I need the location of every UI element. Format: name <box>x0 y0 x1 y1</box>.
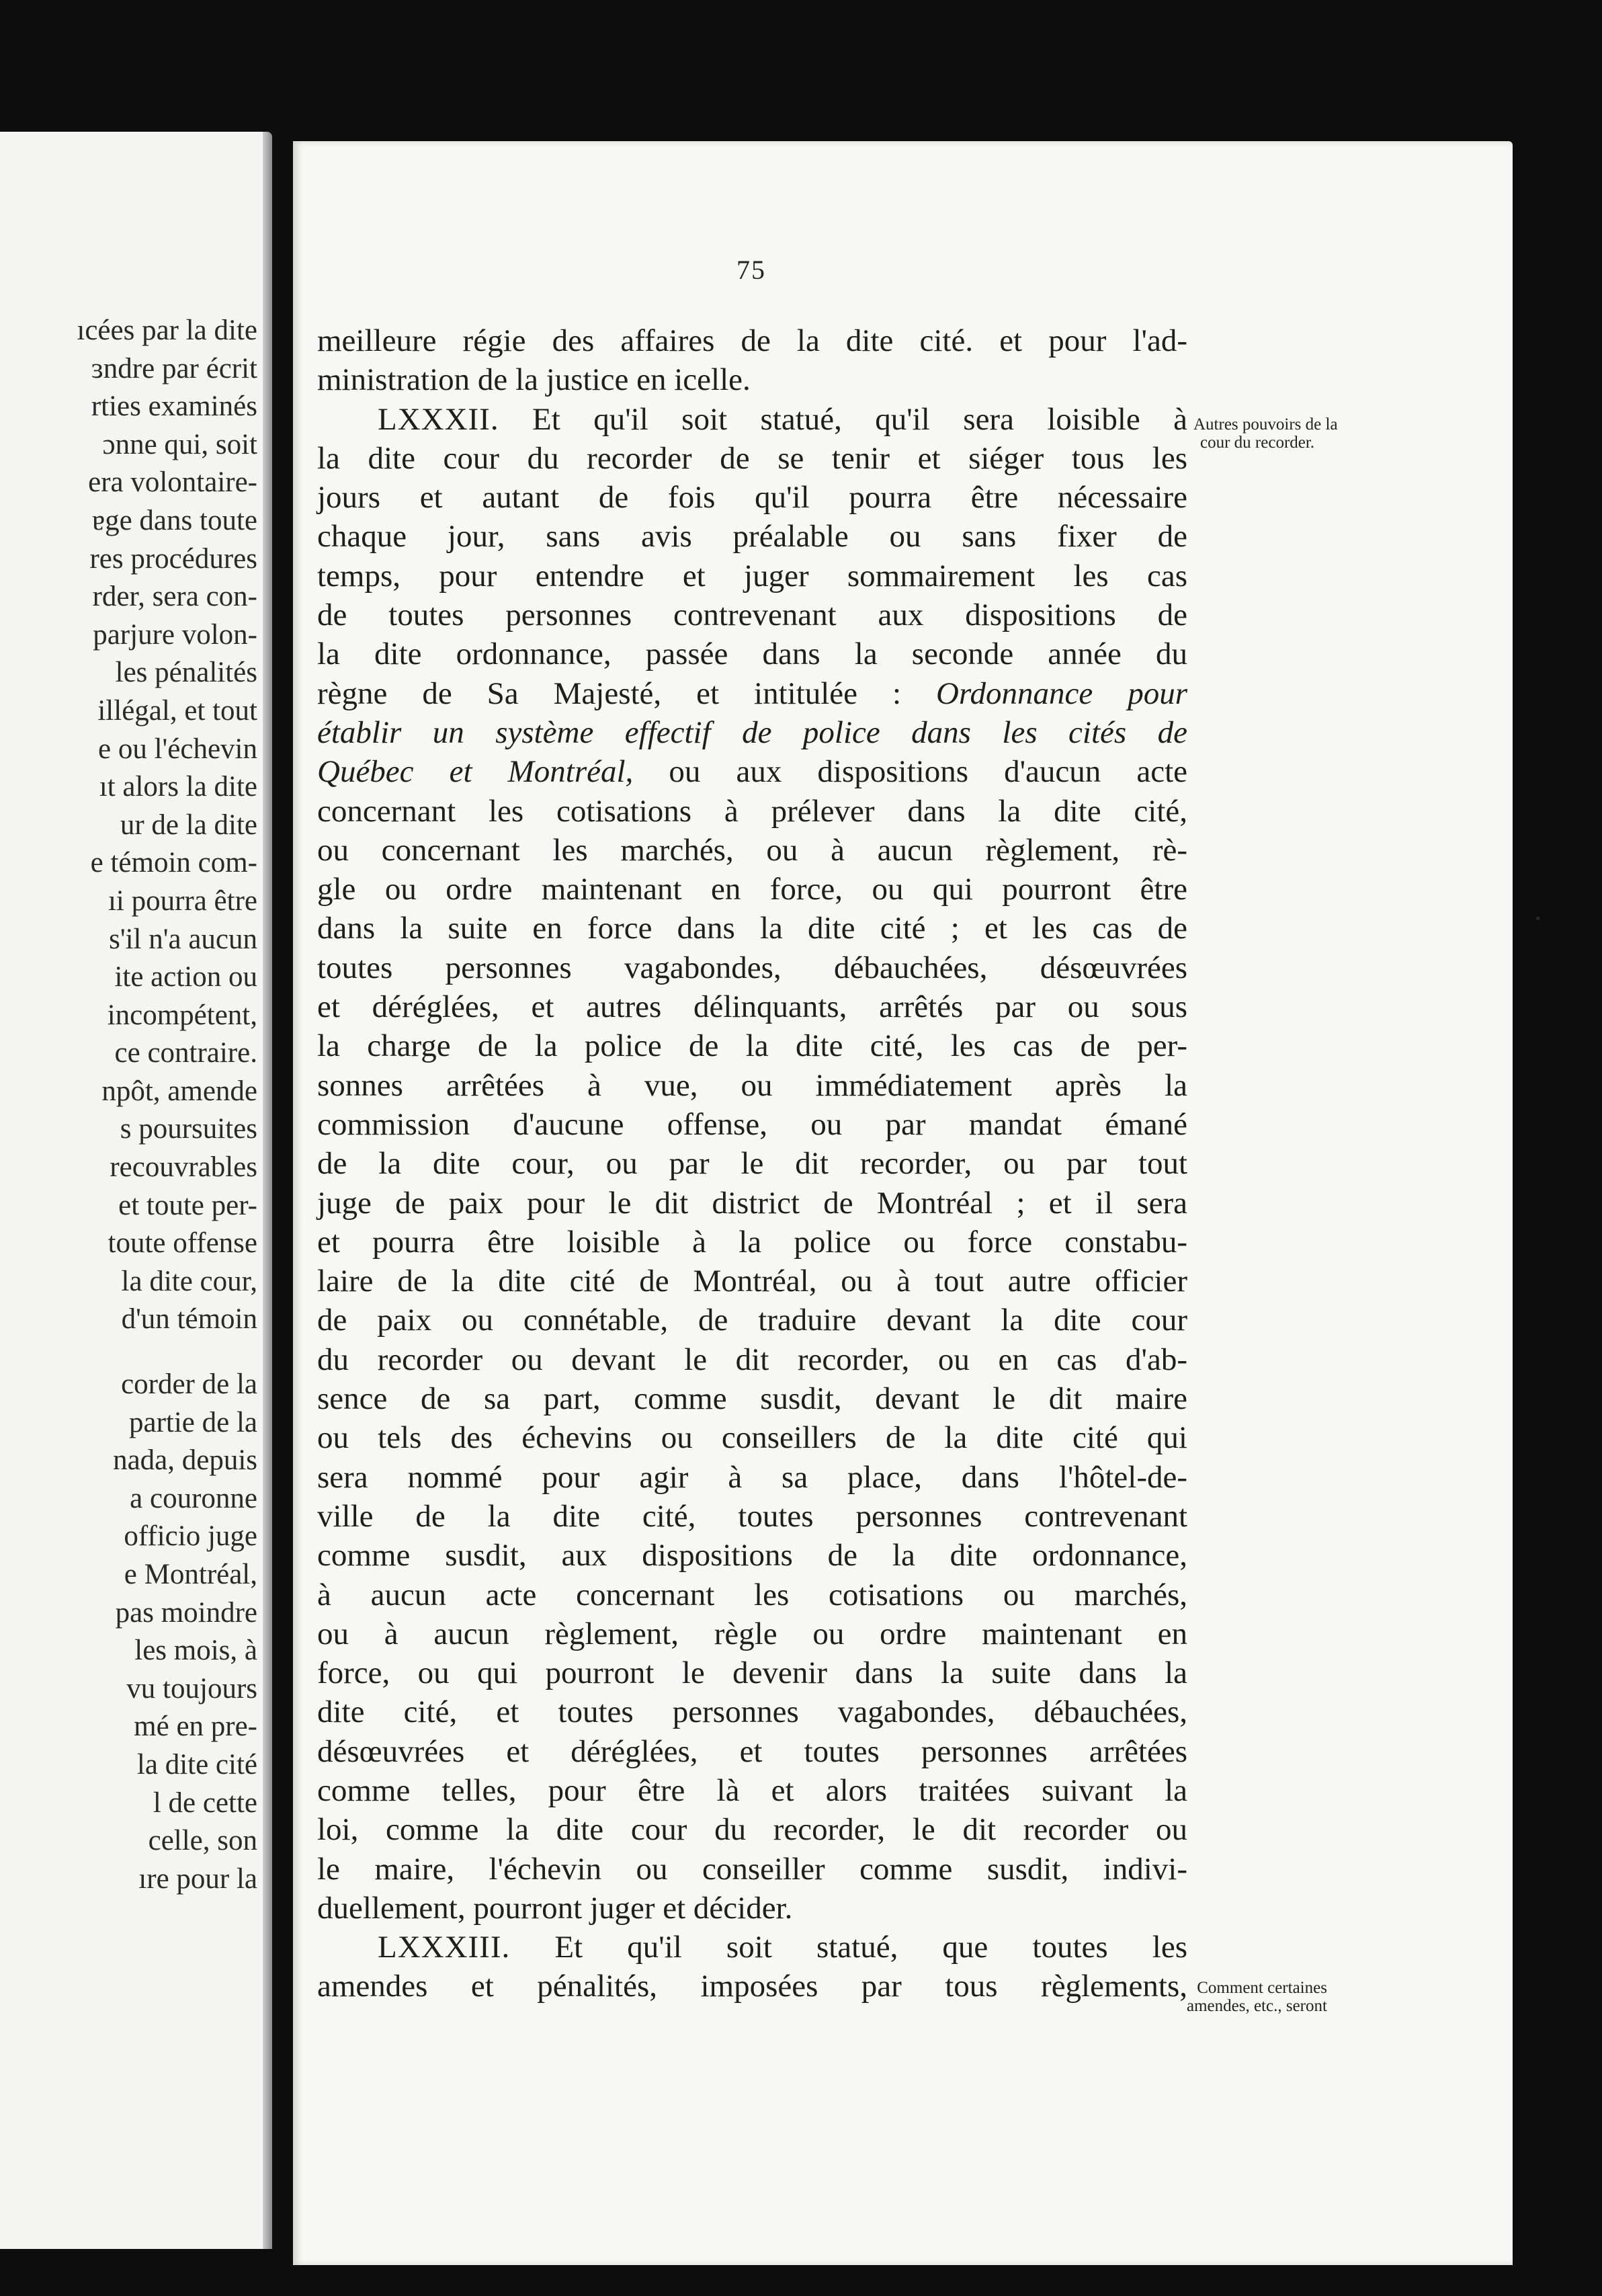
left-page-line: era volontaire- <box>88 466 257 499</box>
text-line: laire de la dite cité de Montréal, ou à tout autre officier <box>317 1264 1187 1299</box>
ordinance-title: établir un système effectif de police dans les cités de <box>317 714 1187 750</box>
text-line: de toutes personnes contrevenant aux dispositions de <box>317 598 1187 633</box>
text-line: la charge de la police de la dite cité, les cas de per- <box>317 1028 1187 1064</box>
left-page-line: celle, son <box>148 1825 257 1857</box>
left-page-line: ɜndre par écrit <box>91 352 257 384</box>
text-line: comme telles, pour être là et alors traitées suivant la <box>317 1772 1187 1808</box>
left-page-line: la dite cour, <box>121 1265 257 1297</box>
margin-note-section-83: Comment certaines amendes, etc., seront <box>1187 1979 1327 2015</box>
left-page-line: corder de la <box>121 1368 257 1401</box>
left-page-line: res procédures <box>89 542 257 575</box>
text-line: désœuvrées et déréglées, et toutes personnes arrêtées <box>317 1733 1187 1769</box>
text-line: Et qu'il soit statué, qu'il sera loisible à <box>532 401 1188 437</box>
left-page-line: ıt alors la dite <box>99 771 257 803</box>
text-line: loi, comme la dite cour du recorder, le dit recorder ou <box>317 1812 1187 1848</box>
left-page-line: ıcées par la dite <box>77 315 257 346</box>
text-line-with-title: règne de Sa Majesté, et intitulée : Ordonnance pour <box>317 675 1187 711</box>
left-page-gap <box>0 1339 257 1366</box>
text-line: concernant les cotisations à prélever dans la dite cité, <box>317 793 1187 829</box>
text-line: chaque jour, sans avis préalable ou sans fixer de <box>317 519 1187 555</box>
text-line <box>317 713 1187 752</box>
book-gutter <box>263 132 272 2249</box>
page-number: 75 <box>736 255 766 285</box>
text-line: meilleure régie des affaires de la dite cité. et pour l'ad- <box>317 323 1187 358</box>
left-page-line: a couronne <box>130 1482 257 1514</box>
left-page-line: ıi pourra être <box>108 885 257 917</box>
left-page-line: la dite cité <box>136 1748 257 1780</box>
left-page-line: incompétent, <box>107 999 257 1031</box>
text-line: du recorder ou devant le dit recorder, ou en cas d'ab- <box>317 1342 1187 1377</box>
left-page-line: rder, sera con- <box>92 581 257 613</box>
text-line: amendes et pénalités, imposées par tous règlements, <box>317 1969 1187 2004</box>
text-line: dans la suite en force dans la dite cité ; et les cas de <box>317 911 1187 946</box>
left-page-line: vu toujours <box>126 1672 257 1705</box>
left-page-line: illégal, et tout <box>97 694 257 727</box>
text-line-with-title: Québec et Montréal, ou aux dispositions d'aucun acte <box>317 754 1188 790</box>
text-line: force, ou qui pourront le devenir dans la suite dans la <box>317 1655 1187 1691</box>
text-line: à aucun acte concernant les cotisations ou marchés, <box>317 1577 1187 1612</box>
text-line: juge de paix pour le dit district de Montréal ; et il sera <box>317 1185 1187 1221</box>
left-page-line: npôt, amende <box>101 1075 257 1107</box>
text-line: gle ou ordre maintenant en force, ou qui pourront être <box>317 872 1187 907</box>
left-page-line: s poursuites <box>120 1113 257 1145</box>
left-page-line: l de cette <box>153 1787 257 1819</box>
text-line: et pourra être loisible à la police ou force constabu- <box>317 1224 1187 1260</box>
text-line: Et qu'il soit statué, que toutes les <box>554 1930 1187 1965</box>
left-page-line: e ou l'échevin <box>98 733 257 765</box>
section-number-83: LXXXIII. <box>378 1930 511 1965</box>
section-83-opening-line <box>317 1928 1187 1967</box>
text-line: duellement, pourront juger et décider. <box>317 1890 793 1926</box>
section-number-82: LXXXII. <box>378 401 499 437</box>
left-page-line: les mois, à <box>134 1635 257 1667</box>
left-page-text <box>0 312 257 1898</box>
left-page-line: ite action ou <box>114 961 257 993</box>
left-page-line: d'un témoin <box>121 1303 257 1336</box>
text-line: sonnes arrêtées à vue, ou immédiatement après la <box>317 1067 1187 1103</box>
left-page-line: ɐge dans toute <box>92 504 257 536</box>
text-line: sence de sa part, comme susdit, devant le dit maire <box>317 1381 1187 1417</box>
left-page-line: parjure volon- <box>93 618 257 651</box>
left-page-line: s'il n'a aucun <box>109 923 257 955</box>
text-line: ou tels des échevins ou conseillers de la dite cité qui <box>317 1420 1187 1456</box>
text-line: ville de la dite cité, toutes personnes contrevenant <box>317 1498 1187 1534</box>
margin-note-section-82: Autres pouvoirs de la cour du recorder. <box>1193 415 1338 452</box>
left-page-line: officio juge <box>124 1520 257 1553</box>
text-line: temps, pour entendre et juger sommairement les cas <box>317 558 1187 593</box>
ordinance-title: Québec et Montréal, <box>317 754 634 790</box>
left-page-line: nada, depuis <box>113 1444 257 1477</box>
text-line: ou à aucun règlement, règle ou ordre maintenant en <box>317 1616 1187 1651</box>
text-line: et déréglées, et autres délinquants, arrêtés par ou sous <box>317 989 1187 1025</box>
left-page-line: ur de la dite <box>120 809 257 841</box>
left-page-line: ıre pour la <box>138 1862 257 1895</box>
text-line: toutes personnes vagabondes, débauchées, désœuvrées <box>317 950 1187 985</box>
text-line: sera nommé pour agir à sa place, dans l'hôtel-de- <box>317 1459 1187 1495</box>
left-page-line: e témoin com- <box>90 847 257 879</box>
text-line: commission d'aucune offense, ou par mandat émané <box>317 1106 1187 1142</box>
text-line: de la dite cour, ou par le dit recorder, ou par tout <box>317 1146 1187 1182</box>
left-page-line: toute offense <box>108 1227 257 1260</box>
left-page-line: e Montréal, <box>124 1559 257 1590</box>
text-line: la dite ordonnance, passée dans la seconde année du <box>317 637 1187 672</box>
left-page-line: rties examinés <box>91 391 257 423</box>
text-line: ministration de la justice en icelle. <box>317 362 751 398</box>
text-line: de paix ou connétable, de traduire devant la dite cour <box>317 1303 1187 1338</box>
text-line: dite cité, et toutes personnes vagabondes, débauchées, <box>317 1694 1187 1730</box>
section-82-opening-line <box>317 400 1187 439</box>
text-line: jours et autant de fois qu'il pourra être nécessaire <box>317 480 1187 516</box>
left-page-line: et toute per- <box>118 1189 257 1221</box>
left-page-line: les pénalités <box>115 657 257 689</box>
page-body-text <box>317 321 1187 2006</box>
text-line: comme susdit, aux dispositions de la dite ordonnance, <box>317 1538 1187 1573</box>
left-page-fragment <box>0 132 272 2249</box>
ordinance-title: Ordonnance pour <box>936 675 1187 711</box>
text-line: le maire, l'échevin ou conseiller comme susdit, indivi- <box>317 1851 1187 1887</box>
left-page-line: partie de la <box>128 1406 257 1438</box>
left-page-line: mé en pre- <box>134 1711 257 1743</box>
left-page-line: ce contraire. <box>114 1037 257 1069</box>
text-line: la dite cour du recorder de se tenir et siéger tous les <box>317 440 1187 476</box>
left-page-line: pas moindre <box>115 1596 257 1629</box>
left-page-line: recouvrables <box>110 1151 257 1184</box>
left-page-line: ɔnne qui, soit <box>102 428 257 460</box>
text-line: ou concernant les marchés, ou à aucun règlement, rè- <box>317 832 1187 868</box>
